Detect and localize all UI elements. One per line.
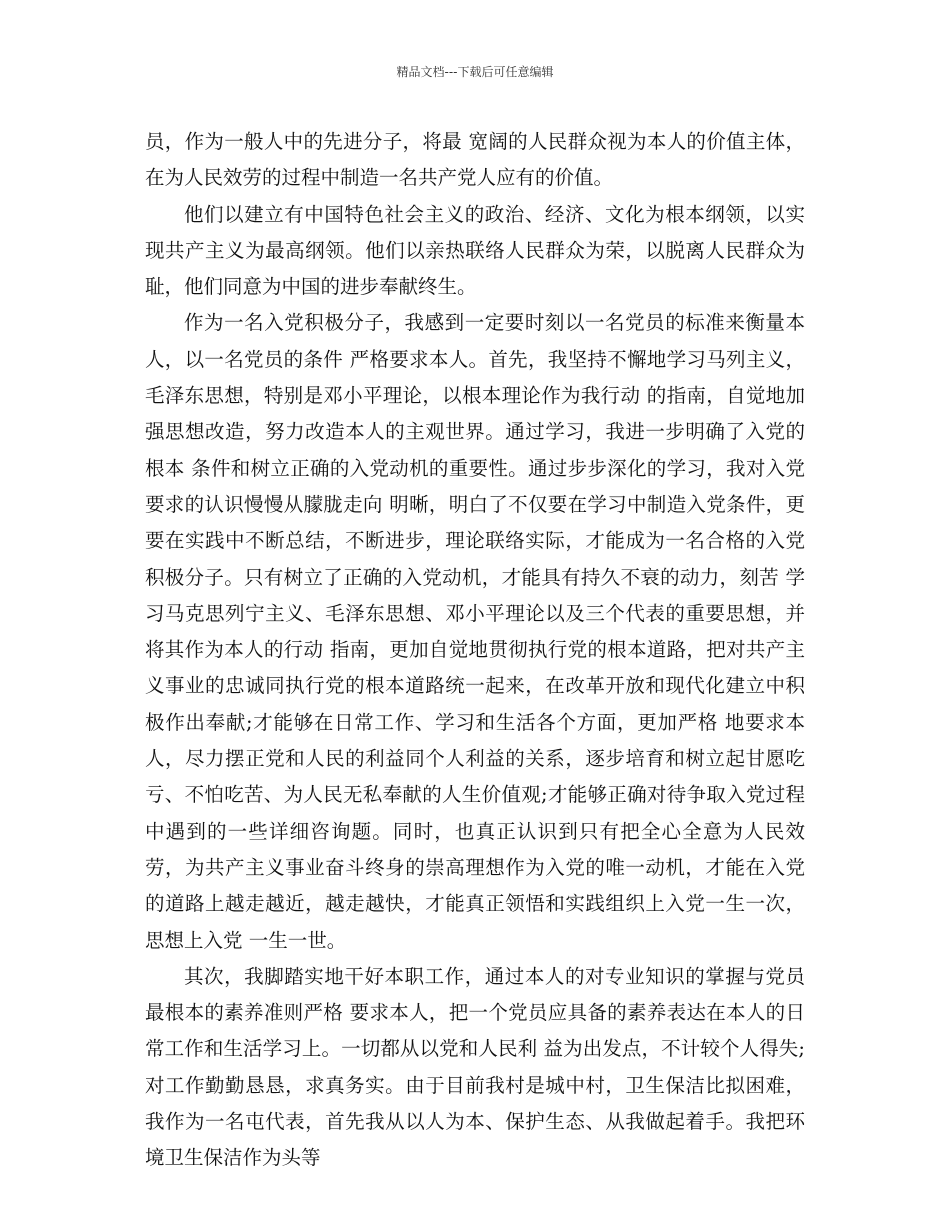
document-body: [145, 124, 805, 1177]
paragraph-2: 他们以建立有中国特色社会主义的政治、经济、文化为根本纲领，以实现共产主义为最高纲领。他们以亲热联络人民群众为荣，以脱离人民群众为耻，他们同意为中国的进步奉献终生。: [145, 202, 805, 299]
paragraph-3: 作为一名入党积极分子，我感到一定要时刻以一名党员的标准来衡量本人，以一名党员的条件 严格要求本人。首先，我坚持不懈地学习马列主义，毛泽东思想，特别是邓小平理论，以根本理论作为我行动 的指南，自觉地加强思想改造，努力改造本人的主观世界。通过学习，我进一步明确了入党的根本 条件和树立正确的入党动机的重要性。通过步步深化的学习，我对入党要求的认识慢慢从朦胧走向 明晰，明白了不仅要在学习中制造入党条件，更要在实践中不断总结，不断进步，理论联络实际，才能成为一名合格的入党积极分子。只有树立了正确的入党动机，才能具有持久不衰的动力，刻苦 学习马克思列宁主义、毛泽东思想、邓小平理论以及三个代表的重要思想，并将其作为本人的行动 指南，更加自觉地贯彻执行党的根本道路，把对共产主义事业的忠诚同执行党的根本道路统一起来，在改革开放和现代化建立中积极作出奉献;才能够在日常工作、学习和生活各个方面，更加严格 地要求本人，尽力摆正党和人民的利益同个人利益的关系，逐步培育和树立起甘愿吃亏、不怕吃苦、为人民无私奉献的人生价值观;才能够正确对待争取入党过程中遇到的一些详细咨询题。同时，也真正认识到只有把全心全意为人民效劳，为共产主义事业奋斗终身的崇高理想作为入党的唯一动机，才能在入党的道路上越走越近，越走越快，才能真正领悟和实践组织上入党一生一次，思想上入党 一生一世。: [145, 311, 805, 952]
paragraph-4: 其次，我脚踏实地干好本职工作，通过本人的对专业知识的掌握与党员最根本的素养准则严格 要求本人，把一个党员应具备的素养表达在本人的日常工作和生活学习上。一切都从以党和人民利 益为出发点，不计较个人得失;对工作勤勤恳恳，求真务实。由于目前我村是城中村，卫生保洁比拟困难，我作为一名屯代表，首先我从以人为本、保护生态、从我做起着手。我把环境卫生保洁作为头等: [145, 964, 805, 1170]
page-header: 精品文档---下载后可任意编辑: [396, 65, 554, 79]
paragraph-1: 员，作为一般人中的先进分子，将最 宽阔的人民群众视为本人的价值主体，在为人民效劳的过程中制造一名共产党人应有的价值。: [145, 130, 805, 190]
